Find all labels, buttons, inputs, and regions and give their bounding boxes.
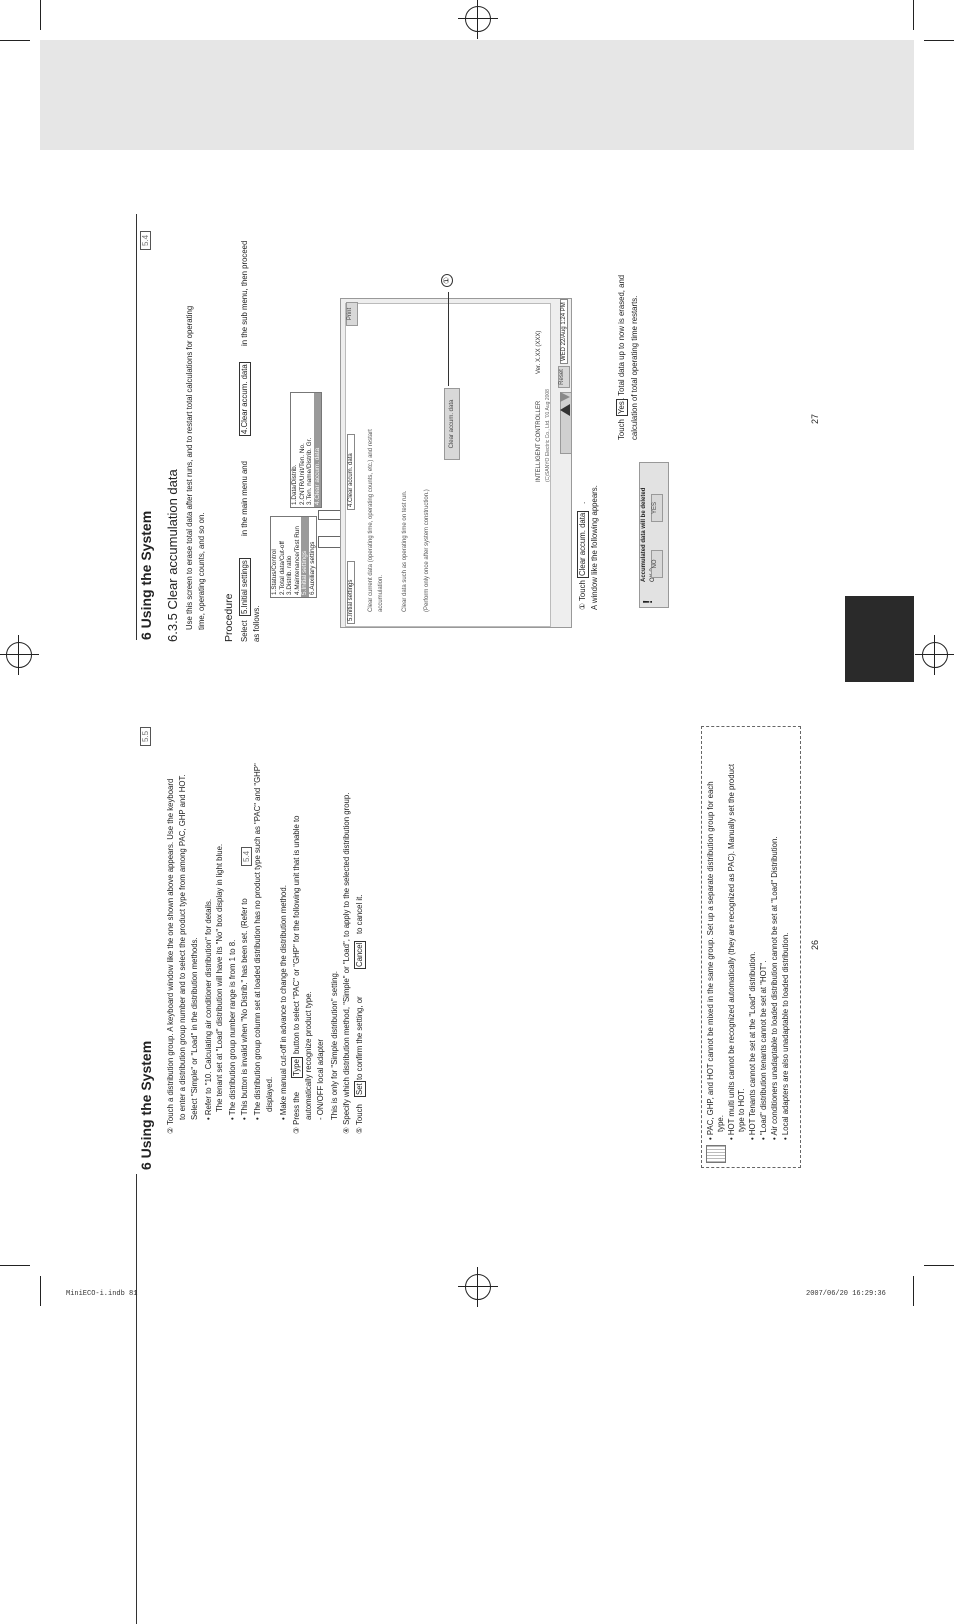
crop-mark bbox=[913, 0, 914, 30]
step-text: ④ Specify which distribution method, "Simple" or "Load", to apply to the selected distribution group. bbox=[342, 792, 351, 1134]
intro-text: time, operating counts, and so on. bbox=[197, 512, 206, 630]
footer-datetime: 2007/06/20 16:29:36 bbox=[806, 1290, 886, 1298]
brand-text: INTELLIGENT CONTROLLER bbox=[536, 400, 542, 482]
combo-sub-menu[interactable]: 4.Clear accum. data bbox=[347, 434, 355, 510]
arrow-icon bbox=[318, 536, 341, 548]
combo-main-menu[interactable]: 5.Initial settings bbox=[347, 561, 355, 624]
left-page-heading: 6 Using the System bbox=[138, 1040, 154, 1170]
step-text: The tenant set at "Load" distribution will have its "No" box display in light blue. bbox=[215, 843, 224, 1112]
clear-accum-button[interactable]: Clear accum. data bbox=[444, 388, 460, 460]
section-title: 6.3.5 Clear accumulation data bbox=[165, 469, 180, 642]
crop-mark bbox=[924, 40, 954, 41]
dialog-message: Accumulated data will be deleted bbox=[641, 487, 647, 582]
scrollbar[interactable] bbox=[560, 392, 572, 454]
sub-menu-item[interactable]: 2.CNTR/Unit/Ten. No. bbox=[298, 443, 306, 505]
main-menu-item[interactable]: 2.Total data/Cut-off bbox=[278, 541, 286, 595]
screen-text: Clear data such as operating time on test run. bbox=[402, 490, 408, 612]
right-page-number: 27 bbox=[810, 413, 820, 424]
yes-label: Yes bbox=[617, 401, 626, 414]
inline-ref-badge: 5.4 bbox=[241, 847, 252, 866]
version-text: Ver. X.XX (XXX) bbox=[536, 330, 542, 374]
procedure-text: Select bbox=[240, 620, 249, 642]
step-text: ② Touch a distribution group. A keyboard window like the one shown above appears. Use the keyboard bbox=[166, 778, 175, 1134]
callout-number: ① bbox=[441, 274, 453, 287]
crop-mark bbox=[913, 1276, 914, 1306]
step-text: A window like the following appears. bbox=[590, 485, 599, 610]
registration-mark bbox=[465, 6, 491, 32]
note-text: • "Load" distribution tenants cannot be set at "HOT". bbox=[759, 960, 768, 1140]
screen-text: Clear current data (operating time, operating counts, etc.) and restart bbox=[368, 429, 374, 612]
cancel-button-label: Cancel bbox=[355, 942, 364, 967]
step-text: • The distribution group column set at loaded distribution has no product type such as "PAC" and "GHP" bbox=[253, 763, 262, 1120]
heading-rule bbox=[136, 214, 137, 640]
note-text: type. bbox=[716, 1115, 725, 1132]
crop-mark bbox=[0, 40, 30, 41]
registration-mark bbox=[465, 1274, 491, 1300]
step-text: ① Touch bbox=[578, 580, 587, 610]
step-text: ③ Press the bbox=[292, 1091, 301, 1134]
left-page-number: 26 bbox=[810, 939, 820, 950]
right-ref-badge: 5.4 bbox=[140, 231, 151, 250]
left-ref-badge: 5.5 bbox=[140, 727, 151, 746]
step-text: calculation of total operating time restarts. bbox=[630, 295, 639, 440]
note-text: • Local adapters are also unadaptable to loaded distribution. bbox=[781, 932, 790, 1140]
step-text: - ON/OFF local adapter bbox=[316, 1038, 325, 1120]
note-text: • PAC, GHP, and HOT cannot be mixed in the same group. Set up a separate distribution group for each bbox=[706, 781, 715, 1140]
clear-accum-label: 4.Clear accum. data bbox=[240, 364, 249, 434]
step-text: • Refer to "10. Calculating air conditioner distribution" for details. bbox=[204, 898, 213, 1120]
main-menu-item[interactable]: 1.Status/Control bbox=[271, 549, 278, 595]
crop-mark bbox=[0, 1265, 30, 1266]
screen-text: (Perform only once after system construction.) bbox=[424, 489, 430, 612]
clear-accum-label: Clear accum. data bbox=[578, 512, 587, 576]
crop-mark bbox=[40, 1276, 41, 1306]
crop-mark bbox=[924, 1265, 954, 1266]
heading-rule bbox=[136, 1174, 137, 1624]
no-button[interactable]: NO bbox=[651, 550, 663, 578]
main-menu-item[interactable]: 6.Auxiliary settings bbox=[308, 541, 316, 595]
step-text: ⑤ Touch bbox=[355, 1104, 364, 1134]
main-menu-item-selected[interactable]: 5.Initial settings bbox=[301, 517, 309, 597]
sub-menu-list bbox=[290, 392, 322, 508]
step-text: Touch bbox=[617, 419, 626, 440]
procedure-text: in the sub menu, then proceed bbox=[240, 240, 249, 346]
sub-menu-item-selected[interactable]: 4.Clear accum. data bbox=[314, 393, 322, 507]
step-text: • Make manual cut-off in advance to change the distribution method. bbox=[279, 885, 288, 1120]
step-text: • This button is invalid when "No Distrib." has been set. (Refer to bbox=[240, 898, 249, 1120]
step-text: Select "Simple" or "Load" in the distribution methods. bbox=[190, 937, 199, 1120]
set-button-label: Set bbox=[355, 1083, 364, 1095]
sub-menu-item[interactable]: 1.Data/Distrib. bbox=[291, 464, 298, 505]
main-menu-list bbox=[270, 516, 317, 598]
step-text: button to select "PAC" or "GHP" for the following unit that is unable to bbox=[292, 815, 301, 1054]
step-text: This is only for "Simple distribution" setting. bbox=[330, 971, 339, 1120]
intro-text: Use this screen to erase total data after test runs, and to restart total calculations for operating bbox=[185, 305, 194, 630]
maker-text: (C)SANYO Electric Co., Ltd. '01 Aug 2008 bbox=[545, 389, 551, 482]
registration-mark bbox=[922, 642, 948, 668]
procedure-text: as follows. bbox=[252, 605, 261, 642]
step-text: automatically recognize product type. bbox=[304, 991, 313, 1120]
initial-settings-label: 5.Initial settings bbox=[240, 560, 249, 614]
note-text: type to HOT. bbox=[737, 1088, 746, 1132]
registration-mark bbox=[6, 642, 32, 668]
step-text: to cancel it. bbox=[355, 894, 364, 934]
main-menu-item[interactable]: 3.Distrib. ratio bbox=[286, 555, 293, 595]
screen-text: accumulation. bbox=[378, 574, 384, 612]
header-band bbox=[40, 40, 914, 150]
step-text: to enter a distribution group number and to select the product type from among PAC, GHP and HOT. bbox=[178, 774, 187, 1120]
step-text: . Total data up to now is erased, and bbox=[617, 274, 626, 400]
sub-menu-item[interactable]: 3.Ten. name/Distrib. Gr. bbox=[306, 437, 313, 505]
step-text: • The distribution group number range is from 1 to 8. bbox=[228, 939, 237, 1120]
procedure-title: Procedure bbox=[223, 593, 235, 642]
step-text: displayed. bbox=[265, 1076, 274, 1112]
step-text: to confirm the setting, or bbox=[355, 996, 364, 1080]
note-text: • HOT multi units cannot be recognized automatically (they are recognized as PAC). Manually set the product bbox=[727, 763, 736, 1140]
right-page-heading: 6 Using the System bbox=[138, 510, 154, 640]
crop-mark bbox=[40, 0, 41, 30]
footer-file: MiniECO-i.indb 81 bbox=[66, 1290, 138, 1298]
main-menu-item[interactable]: 4.Maintenance/Test Run bbox=[293, 526, 301, 595]
datetime-text: WED 22/Aug 1:24 PM bbox=[560, 299, 568, 364]
reset-button[interactable]: Reset bbox=[558, 366, 570, 388]
print-button[interactable]: Print bbox=[346, 302, 358, 326]
step-text: . bbox=[578, 501, 587, 504]
warning-icon: ! bbox=[640, 599, 655, 604]
yes-button[interactable]: YES bbox=[651, 494, 663, 522]
callout-line bbox=[448, 292, 449, 386]
memo-icon bbox=[706, 1145, 726, 1163]
note-text: • HOT Tenants cannot be set at the "Load" distribution. bbox=[748, 951, 757, 1140]
note-text: • Air conditioners unadaptable to loaded distribution cannot be set at "Load" Distribution. bbox=[770, 836, 779, 1140]
chapter-tab bbox=[845, 596, 914, 682]
procedure-text: in the main menu and bbox=[240, 461, 249, 536]
type-button-label: Type bbox=[292, 1059, 301, 1076]
